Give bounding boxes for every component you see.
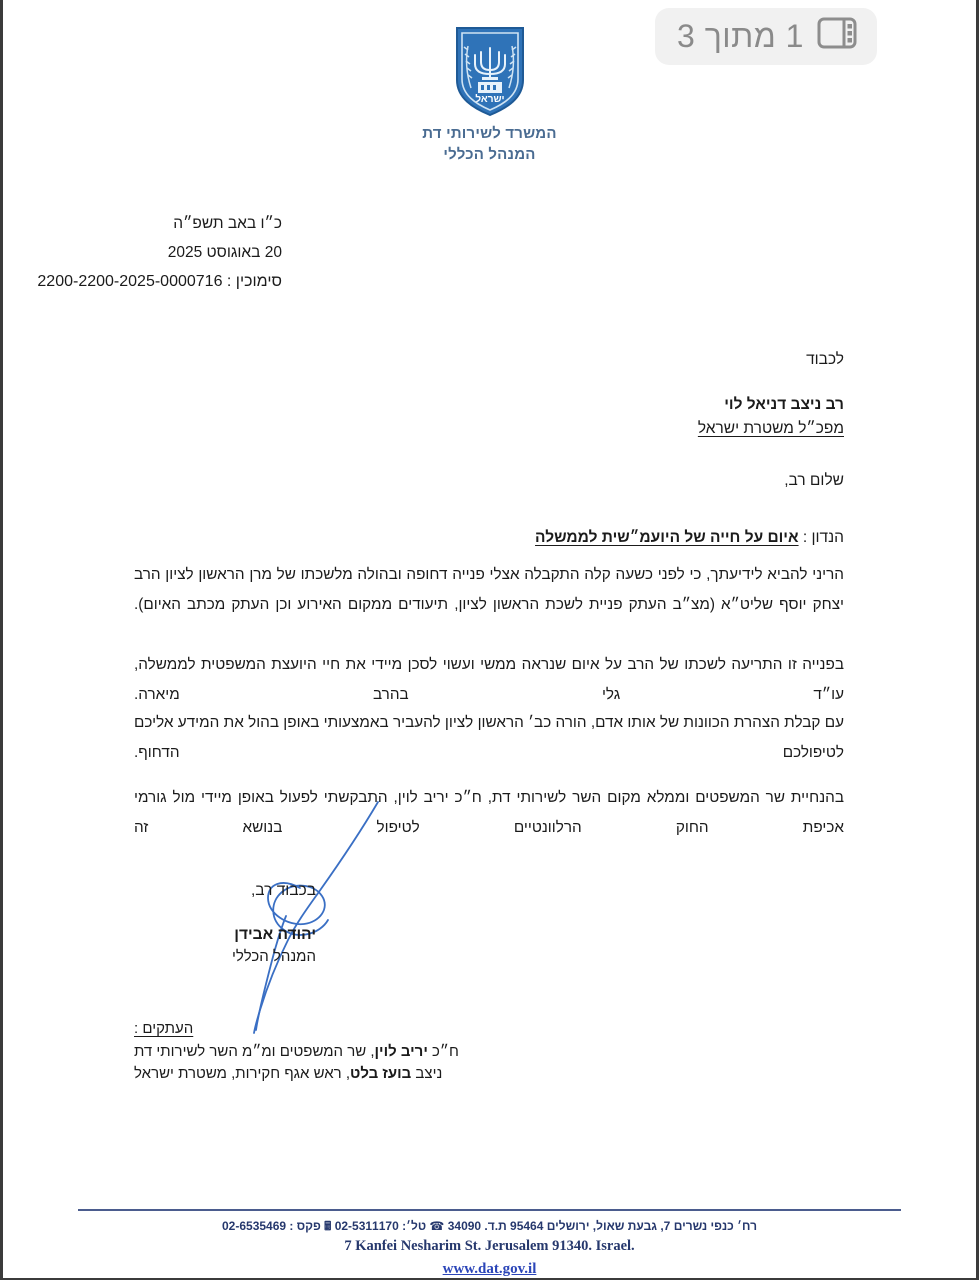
addressee-salutation: לכבוד	[806, 351, 844, 368]
page-layout-icon	[817, 17, 857, 54]
copies-item-prefix: ניצב	[411, 1065, 443, 1082]
fax-icon: 🖩	[324, 1219, 332, 1233]
copies-item-suffix: , ראש אגף חקירות, משטרת ישראל	[134, 1065, 351, 1082]
israel-state-emblem-icon	[451, 22, 529, 118]
addressee-block	[698, 348, 844, 440]
reference-number: סימוכין : 2200-2200-2025-0000716	[37, 273, 282, 291]
emblem-text: ישראל	[474, 94, 505, 105]
ministry-name: המשרד לשירותי דת	[422, 125, 557, 142]
closing-regards: בכבוד רב,	[251, 882, 316, 899]
copies-item	[134, 1063, 844, 1086]
copies-label: העתקים :	[134, 1020, 194, 1037]
copies-item-name: יריב לוין	[374, 1042, 428, 1060]
subject-text: איום על חייה של היועמ״שית לממשלה	[535, 529, 799, 546]
footer-fax-label: פקס :	[289, 1219, 321, 1233]
gregorian-date: 20 באוגוסט 2025	[167, 243, 282, 261]
addressee-name: רב ניצב דניאל לוי	[724, 396, 844, 414]
footer-address-english: 7 Kanfei Nesharim St. Jerusalem 91340. Israel.	[344, 1238, 635, 1254]
telephone-icon: ☎	[429, 1219, 445, 1233]
closing-block	[232, 880, 316, 967]
body-paragraph-1: הריני להביא לידיעתך, כי לפני כשעה קלה התקבלה אצלי פנייה דחופה ובהולה מלשכתו של מרן הראשון לציון הרב יצחק יוסף שליט״א (מצ״ב העתק פניית לשכת הראשון לציון, תיעודים ממקום האירוע וכן העתק מכתב האיום).	[134, 566, 844, 613]
subject-line	[535, 529, 844, 547]
addressee-role: מפכ״ל משטרת ישראל	[697, 419, 844, 437]
copies-item-suffix: , שר המשפטים ומ״מ השר לשירותי דת	[134, 1042, 375, 1060]
footer-divider	[78, 1209, 901, 1211]
footer-phone-label: טל׳:	[402, 1219, 427, 1233]
page-indicator-badge[interactable]	[655, 8, 877, 65]
letter-footer	[0, 1217, 979, 1278]
page-indicator-label: 1 מתוך 3	[677, 17, 804, 54]
copies-block	[134, 1018, 844, 1086]
footer-website-link[interactable]: www.dat.gov.il	[442, 1260, 537, 1277]
signer-name: יהודה אבידן	[234, 926, 316, 943]
copies-item	[134, 1041, 844, 1064]
footer-fax-number: 02-6535469	[222, 1219, 287, 1233]
footer-street-address: רח׳ כנפי נשרים 7, גבעת שאול, ירושלים 95464 ת.ד. 34090	[447, 1219, 757, 1233]
subject-label: הנדון :	[802, 529, 844, 546]
footer-phone-number: 02-5311170	[334, 1219, 399, 1233]
copies-item-name: בועז בלט	[350, 1065, 412, 1082]
ministry-letterhead	[0, 124, 979, 165]
copies-item-prefix: ח״כ	[427, 1042, 459, 1060]
ministry-department: המנהל הכללי	[443, 145, 536, 163]
date-reference-block	[37, 210, 282, 297]
signer-title: המנהל הכללי	[232, 948, 316, 965]
body-paragraph-2: בפנייה זו התריעה לשכתו של הרב על איום שנראה ממשי ועשוי לסכן מיידי את חיי היועצת המשפטית לממשלה, עו״ד גלי בהרב מיארה.	[134, 656, 844, 703]
hebrew-date: כ״ו באב תשפ״ה	[173, 215, 282, 232]
scan-edge-left	[0, 0, 3, 1280]
body-paragraph-4: בהנחיית שר המשפטים וממלא מקום השר לשירותי דת, ח״כ יריב לוין, התבקשתי לפעול באופן מיידי מול גורמי אכיפת החוק הרלוונטיים לטיפול בנושא זה	[134, 789, 844, 836]
greeting-line: שלום רב,	[784, 472, 844, 489]
footer-address-hebrew	[0, 1217, 979, 1235]
body-paragraph-3: עם קבלת הצהרת הכוונות של אותו אדם, הורה כב׳ הראשון לציון להעביר באמצעותי באופן בהול את המידע אליכם לטיפולכם הדחוף.	[134, 714, 844, 761]
